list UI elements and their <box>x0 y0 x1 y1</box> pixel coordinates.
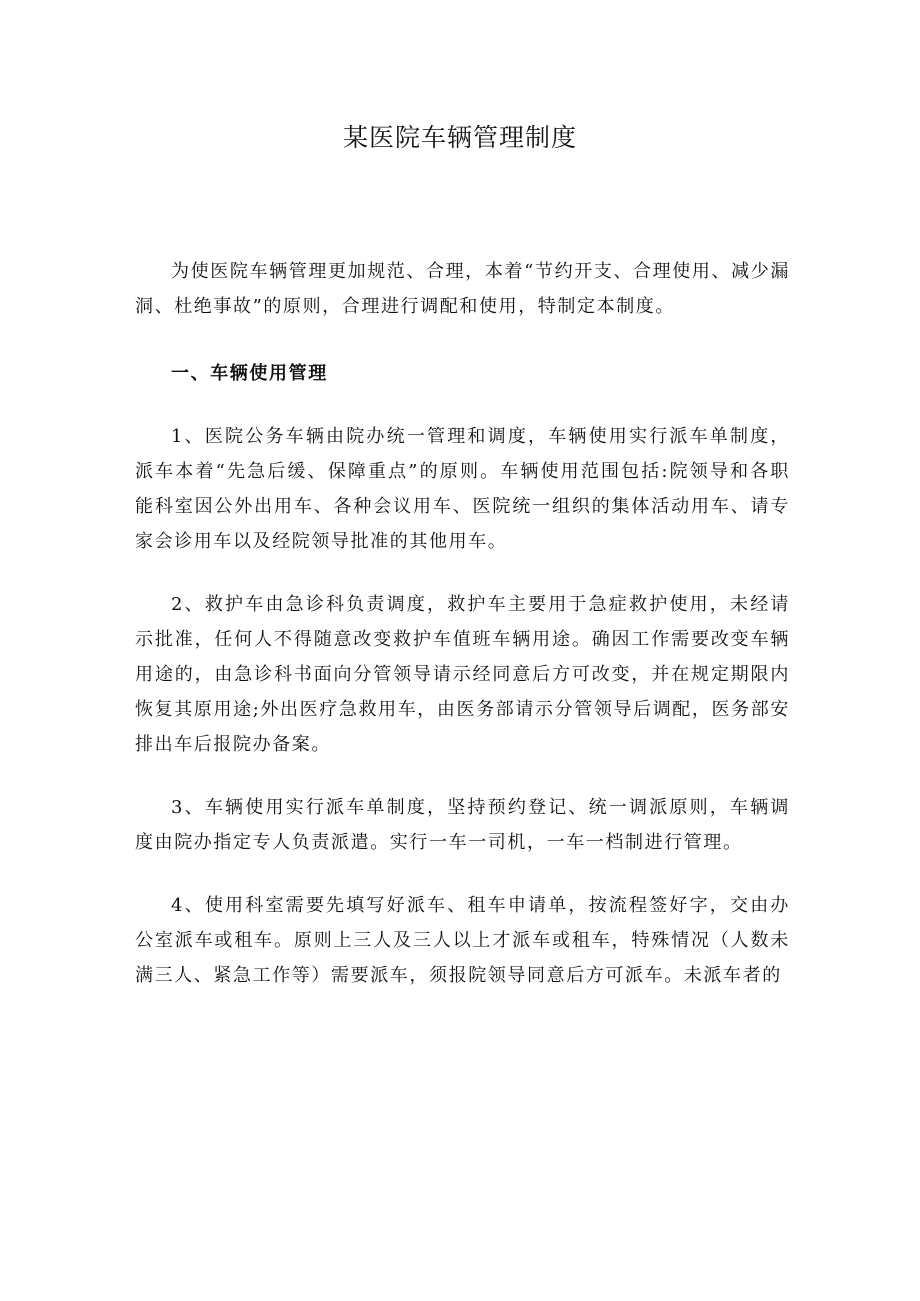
clause-1-paragraph: 1、医院公务车辆由院办统一管理和调度，车辆使用实行派车单制度，派车本着“先急后缓、保障重点”的原则。车辆使用范围包括:院领导和各职能科室因公外出用车、各种会议用车、医院统一组织的集体活动用车、请专家会诊用车以及经院领导批准的其他用车。 <box>135 426 790 552</box>
page-title: 某医院车辆管理制度 <box>342 123 577 152</box>
intro-paragraph: 为使医院车辆管理更加规范、合理，本着“节约开支、合理使用、减少漏洞、杜绝事故”的原则，合理进行调配和使用，特制定本制度。 <box>135 261 790 317</box>
document-body <box>135 254 790 1021</box>
clause-2-paragraph: 2、救护车由急诊科负责调度，救护车主要用于急症救护使用，未经请示批准，任何人不得随意改变救护车值班车辆用途。确因工作需要改变车辆用途的，由急诊科书面向分管领导请示经同意后方可改变，并在规定期限内恢复其原用途;外出医疗急救用车，由医务部请示分管领导后调配，医务部安排出车后报院办备案。 <box>135 594 790 755</box>
clause-3-paragraph: 3、车辆使用实行派车单制度，坚持预约登记、统一调派原则，车辆调度由院办指定专人负责派遣。实行一车一司机，一车一档制进行管理。 <box>135 797 790 853</box>
section-heading: 一、车辆使用管理 <box>171 363 328 384</box>
clause-4-paragraph: 4、使用科室需要先填写好派车、租车申请单，按流程签好字，交由办公室派车或租车。原则上三人及三人以上才派车或租车，特殊情况（人数未满三人、紧急工作等）需要派车，须报院领导同意后方可派车。未派车者的 <box>135 895 790 986</box>
